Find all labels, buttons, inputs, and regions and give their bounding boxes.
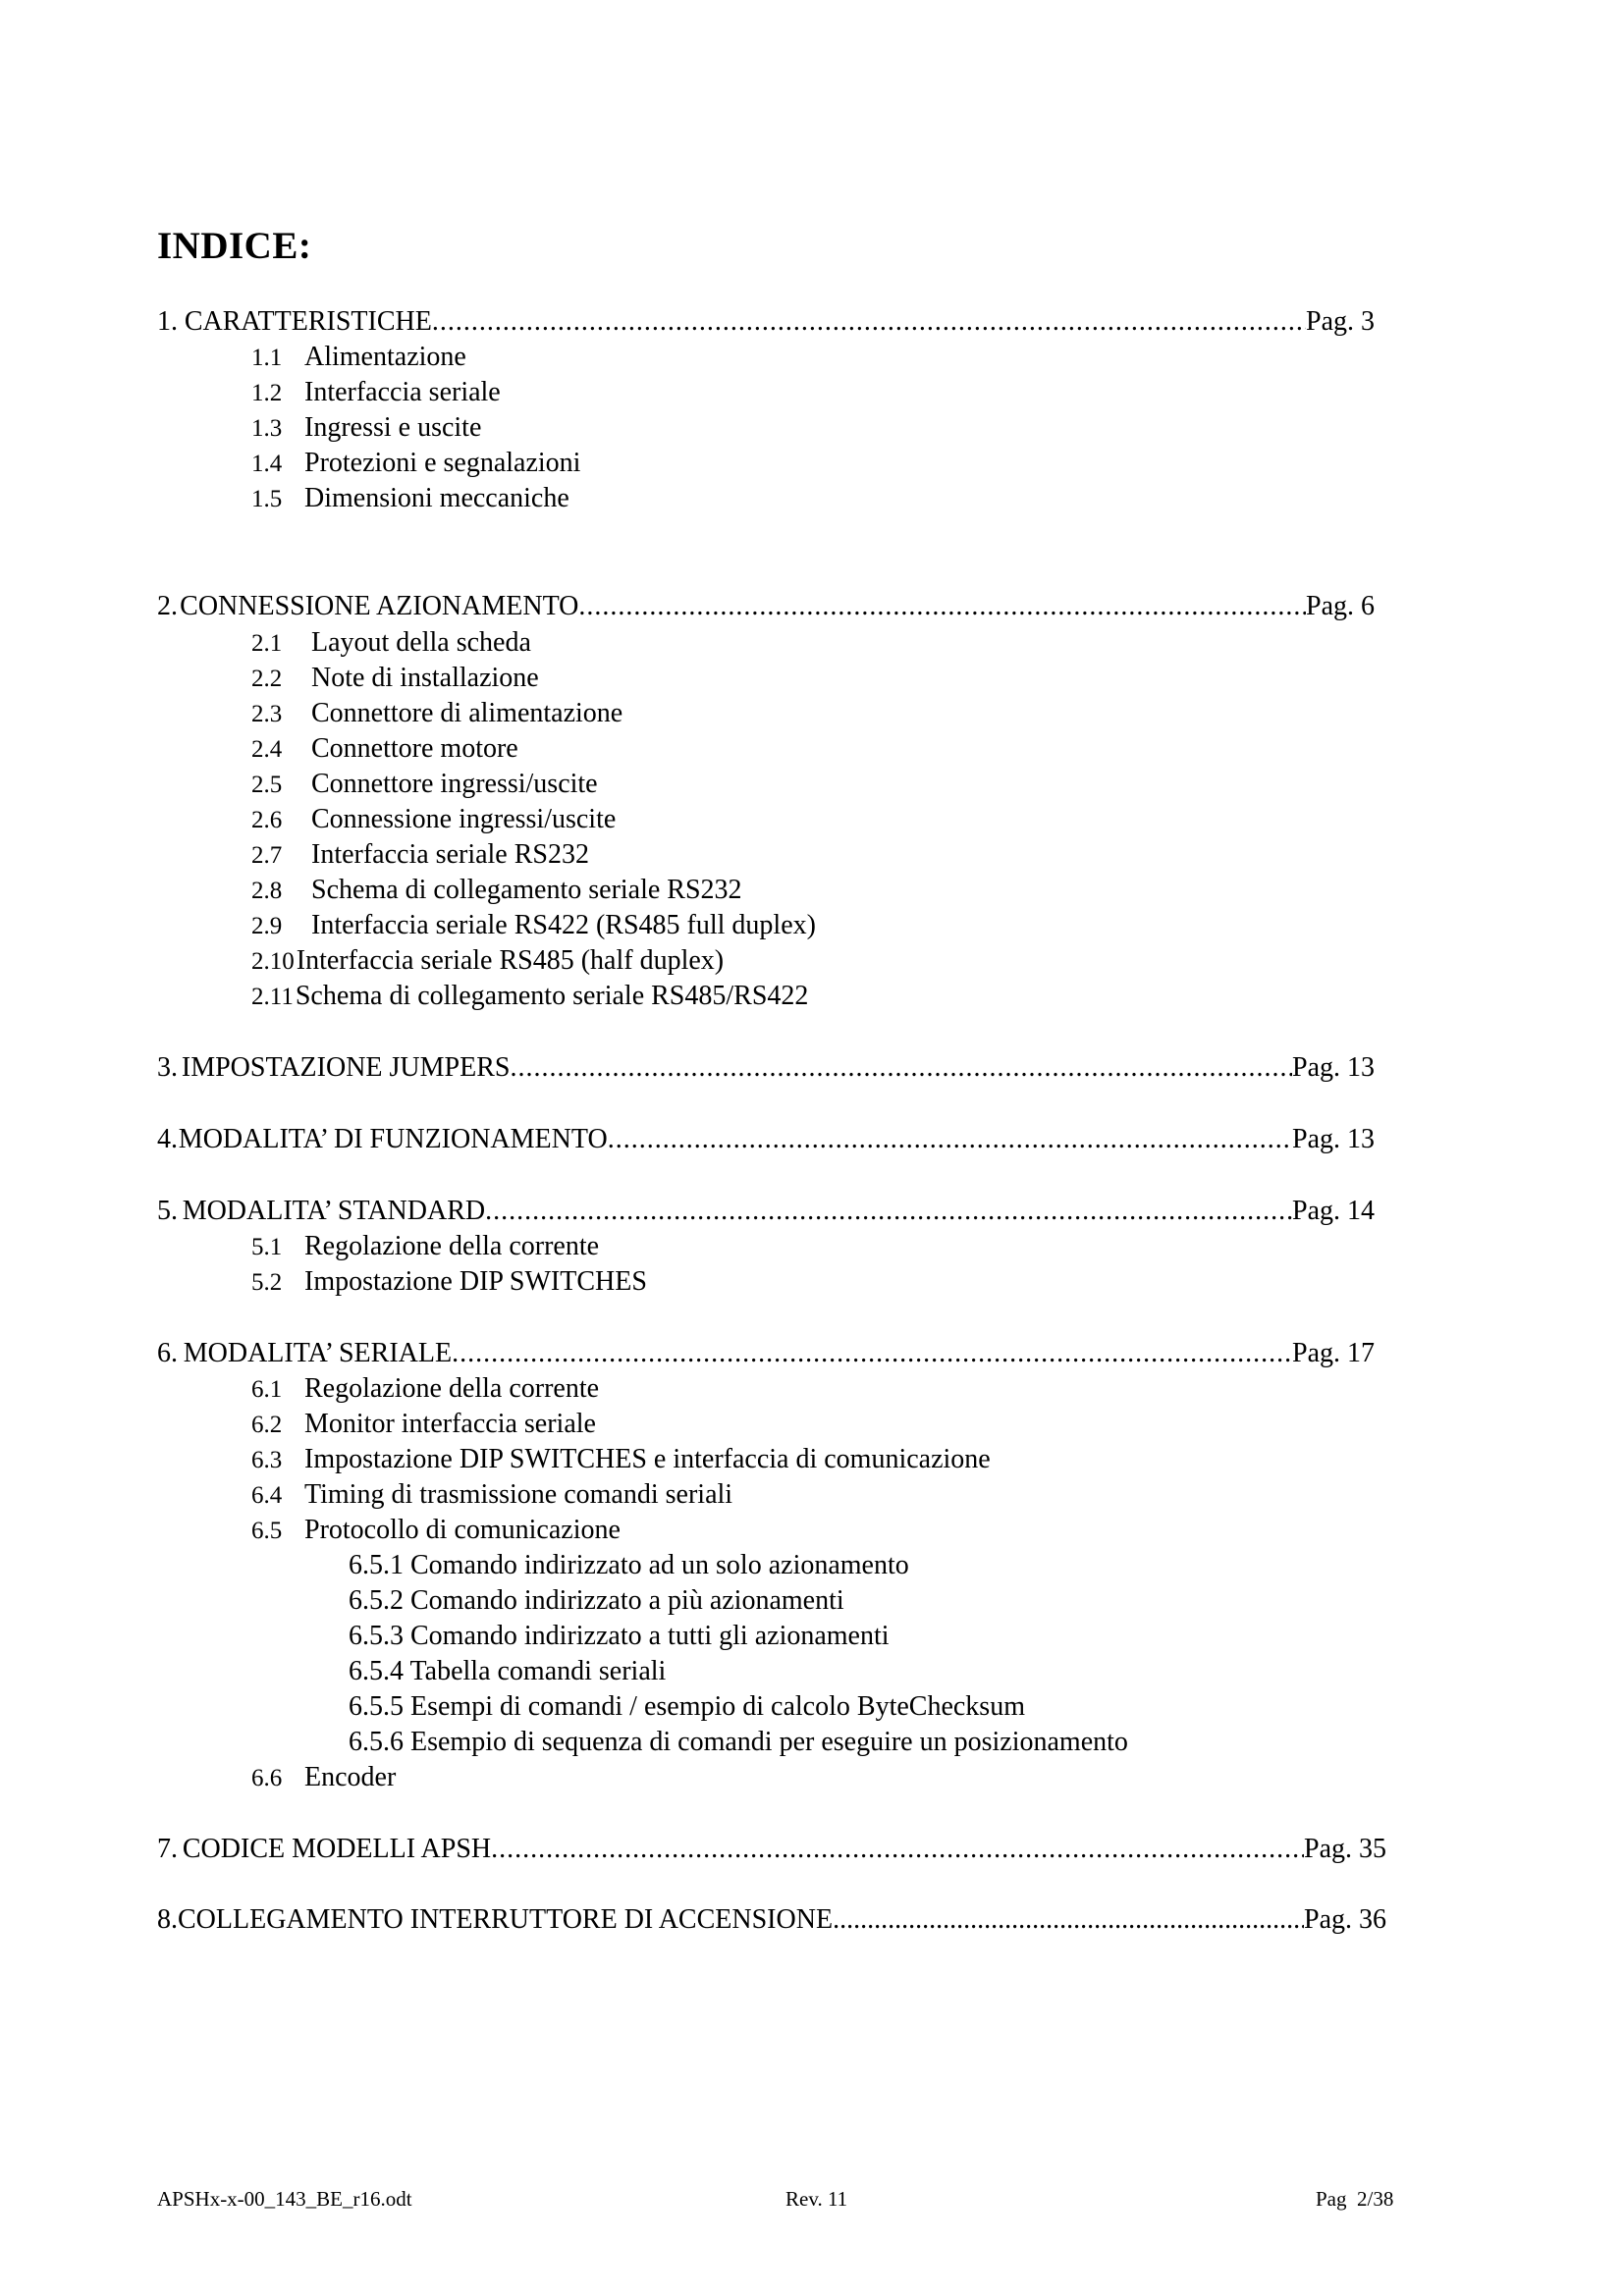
toc-entry-page: Pag. 6: [1306, 591, 1375, 621]
toc-subentry-2-4[interactable]: [251, 731, 518, 768]
toc-subentry-label: Regolazione della corrente: [304, 1373, 600, 1404]
toc-subentry-label: Protocollo di comunicazione: [304, 1515, 621, 1545]
toc-subentry-label: Connessione ingressi/uscite: [311, 804, 617, 834]
toc-subentry-label: Interfaccia seriale RS232: [311, 839, 589, 870]
toc-subentry-label: Connettore di alimentazione: [311, 698, 623, 728]
toc-subentry-number: 2.10: [251, 948, 295, 975]
toc-subentry-1-2[interactable]: [251, 375, 501, 411]
toc-subentry-label: Esempio di sequenza di comandi per eseguire un posizionamento: [410, 1727, 1128, 1757]
toc-subentry-label: Tabella comandi seriali: [409, 1656, 667, 1686]
toc-subentry-number: 2.3: [251, 701, 283, 727]
toc-subentry-6-5-4[interactable]: [349, 1654, 666, 1689]
toc-subentry-label: Interfaccia seriale RS422 (RS485 full duplex): [311, 910, 816, 940]
toc-subentry-number: 5.2: [251, 1269, 283, 1296]
toc-subentry-number: 6.5.5: [349, 1691, 404, 1722]
toc-subentry-number: 6.1: [251, 1376, 283, 1403]
toc-subentry-6-4[interactable]: [251, 1477, 732, 1514]
toc-entry-label: MODALITA’ SERIALE: [183, 1338, 453, 1368]
toc-subentry-label: Comando indirizzato ad un solo azionamento: [410, 1550, 909, 1580]
toc-subentry-label: Alimentazione: [304, 342, 466, 372]
toc-subentry-5-1[interactable]: [251, 1229, 599, 1265]
toc-entry-number: 7.: [157, 1834, 178, 1864]
toc-subentry-6-5[interactable]: [251, 1513, 621, 1549]
toc-subentry-number: 2.4: [251, 736, 283, 763]
toc-subentry-1-4[interactable]: [251, 446, 580, 482]
toc-entry-number: 8.: [157, 1904, 178, 1935]
toc-subentry-number: 6.4: [251, 1482, 283, 1509]
toc-entry-page: Pag. 13: [1292, 1052, 1375, 1083]
toc-subentry-label: Connettore ingressi/uscite: [311, 769, 598, 799]
toc-entry-label: COLLEGAMENTO INTERRUTTORE DI ACCENSIONE: [178, 1904, 834, 1935]
toc-subentry-label: Schema di collegamento seriale RS232: [311, 875, 742, 905]
toc-entry-number: 5.: [157, 1196, 178, 1226]
toc-subentry-number: 2.7: [251, 842, 283, 869]
toc-subentry-6-5-1[interactable]: [349, 1548, 909, 1583]
toc-subentry-number: 1.4: [251, 451, 283, 477]
toc-entry-4[interactable]: [157, 1122, 1375, 1157]
toc-subentry-number: 1.2: [251, 380, 283, 406]
toc-subentry-6-3[interactable]: [251, 1442, 991, 1478]
toc-entry-6[interactable]: [157, 1336, 1375, 1371]
toc-entry-page: Pag. 35: [1304, 1834, 1386, 1864]
toc-subentry-label: Protezioni e segnalazioni: [304, 448, 581, 478]
toc-subentry-label: Ingressi e uscite: [304, 412, 482, 443]
dot-leader: [485, 1194, 1292, 1229]
toc-entry-2[interactable]: [157, 589, 1375, 624]
toc-subentry-2-11[interactable]: [251, 979, 808, 1015]
toc-subentry-number: 1.3: [251, 415, 283, 442]
toc-subentry-label: Connettore motore: [311, 733, 518, 764]
toc-entry-1[interactable]: [157, 304, 1375, 340]
dot-leader: [578, 589, 1306, 624]
toc-subentry-label: Schema di collegamento seriale RS485/RS422: [295, 981, 809, 1011]
footer-revision: Rev. 11: [785, 2187, 848, 2211]
toc-entry-label: CODICE MODELLI APSH: [182, 1834, 492, 1864]
toc-subentry-label: Comando indirizzato a più azionamenti: [410, 1585, 844, 1616]
toc-entry-page: Pag. 14: [1292, 1196, 1375, 1226]
toc-subentry-6-1[interactable]: [251, 1371, 599, 1408]
toc-subentry-number: 6.5.3: [349, 1621, 404, 1651]
toc-subentry-2-10[interactable]: [251, 943, 724, 980]
toc-subentry-number: 6.2: [251, 1412, 283, 1438]
toc-subentry-number: 2.8: [251, 878, 283, 904]
dot-leader: [452, 1336, 1292, 1371]
footer-page-number: Pag 2/38: [1316, 2187, 1394, 2211]
toc-entry-page: Pag. 36: [1304, 1904, 1386, 1935]
toc-entry-page: Pag. 13: [1292, 1124, 1375, 1154]
toc-entry-page: Pag. 3: [1306, 306, 1375, 337]
toc-subentry-2-8[interactable]: [251, 873, 742, 909]
toc-subentry-number: 2.1: [251, 630, 283, 657]
toc-subentry-5-2[interactable]: [251, 1264, 647, 1301]
toc-subentry-label: Impostazione DIP SWITCHES: [304, 1266, 647, 1297]
toc-entry-number: 4.: [157, 1124, 178, 1154]
toc-entry-label: IMPOSTAZIONE JUMPERS: [181, 1052, 511, 1083]
toc-subentry-label: Encoder: [304, 1762, 397, 1792]
toc-subentry-number: 6.5.4: [349, 1656, 404, 1686]
page-title: INDICE:: [157, 225, 312, 267]
dot-leader: [510, 1050, 1292, 1086]
toc-entry-number: 2.: [157, 591, 178, 621]
toc-subentry-2-6[interactable]: [251, 802, 616, 838]
toc-entry-7[interactable]: [157, 1832, 1386, 1867]
dot-leader: [608, 1122, 1292, 1157]
toc-subentry-label: Monitor interfaccia seriale: [304, 1409, 596, 1439]
toc-entry-label: MODALITA’ DI FUNZIONAMENTO: [178, 1124, 608, 1154]
toc-subentry-6-5-6[interactable]: [349, 1725, 1128, 1760]
toc-subentry-number: 2.9: [251, 913, 283, 939]
toc-subentry-1-1[interactable]: [251, 340, 466, 376]
toc-subentry-2-2[interactable]: [251, 661, 539, 697]
toc-subentry-number: 2.5: [251, 772, 283, 798]
toc-subentry-label: Regolazione della corrente: [304, 1231, 600, 1261]
toc-subentry-number: 2.2: [251, 666, 283, 692]
toc-subentry-2-9[interactable]: [251, 908, 816, 944]
toc-subentry-label: Timing di trasmissione comandi seriali: [304, 1479, 733, 1510]
toc-entry-page: Pag. 17: [1292, 1338, 1375, 1368]
toc-entry-number: 1.: [157, 306, 178, 337]
toc-entry-label: MODALITA’ STANDARD: [182, 1196, 486, 1226]
toc-subentry-label: Comando indirizzato a tutti gli azionamenti: [410, 1621, 890, 1651]
toc-subentry-label: Esempi di comandi / esempio di calcolo ByteChecksum: [410, 1691, 1025, 1722]
toc-subentry-2-5[interactable]: [251, 767, 598, 803]
toc-subentry-number: 1.5: [251, 486, 283, 512]
toc-subentry-number: 6.5.2: [349, 1585, 404, 1616]
toc-subentry-number: 6.5.6: [349, 1727, 404, 1757]
toc-subentry-number: 6.3: [251, 1447, 283, 1473]
toc-entry-3[interactable]: [157, 1050, 1375, 1086]
toc-subentry-2-3[interactable]: [251, 696, 622, 732]
toc-subentry-6-2[interactable]: [251, 1407, 596, 1443]
toc-subentry-6-6[interactable]: [251, 1760, 396, 1796]
toc-subentry-label: Dimensioni meccaniche: [304, 483, 569, 513]
dot-leader: [491, 1832, 1304, 1867]
toc-entry-number: 3.: [157, 1052, 178, 1083]
toc-subentry-number: 2.11: [251, 984, 294, 1010]
toc-subentry-number: 1.1: [251, 345, 283, 371]
toc-subentry-label: Note di installazione: [311, 663, 539, 693]
toc-subentry-number: 5.1: [251, 1234, 283, 1260]
toc-entry-8[interactable]: [157, 1902, 1386, 1938]
toc-subentry-6-5-5[interactable]: [349, 1689, 1025, 1725]
footer-filename: APSHx-x-00_143_BE_r16.odt: [157, 2187, 412, 2211]
toc-entry-label: CARATTERISTICHE: [184, 306, 432, 337]
toc-subentry-label: Layout della scheda: [311, 627, 531, 658]
dot-leader: [432, 304, 1306, 340]
toc-subentry-2-1[interactable]: [251, 625, 531, 662]
toc-subentry-number: 6.5.1: [349, 1550, 404, 1580]
toc-subentry-label: Interfaccia seriale: [304, 377, 501, 407]
toc-subentry-label: Impostazione DIP SWITCHES e interfaccia di comunicazione: [304, 1444, 991, 1474]
toc-subentry-1-3[interactable]: [251, 410, 481, 447]
toc-entry-label: CONNESSIONE AZIONAMENTO: [180, 591, 579, 621]
toc-subentry-number: 6.5: [251, 1518, 283, 1544]
toc-subentry-6-5-3[interactable]: [349, 1619, 890, 1654]
toc-subentry-number: 2.6: [251, 807, 283, 833]
toc-subentry-2-7[interactable]: [251, 837, 589, 874]
dot-leader: [833, 1902, 1304, 1938]
toc-subentry-6-5-2[interactable]: [349, 1583, 844, 1619]
toc-entry-5[interactable]: [157, 1194, 1375, 1229]
toc-subentry-label: Interfaccia seriale RS485 (half duplex): [296, 945, 725, 976]
toc-entry-number: 6.: [157, 1338, 178, 1368]
toc-subentry-1-5[interactable]: [251, 481, 569, 517]
toc-subentry-number: 6.6: [251, 1765, 283, 1791]
